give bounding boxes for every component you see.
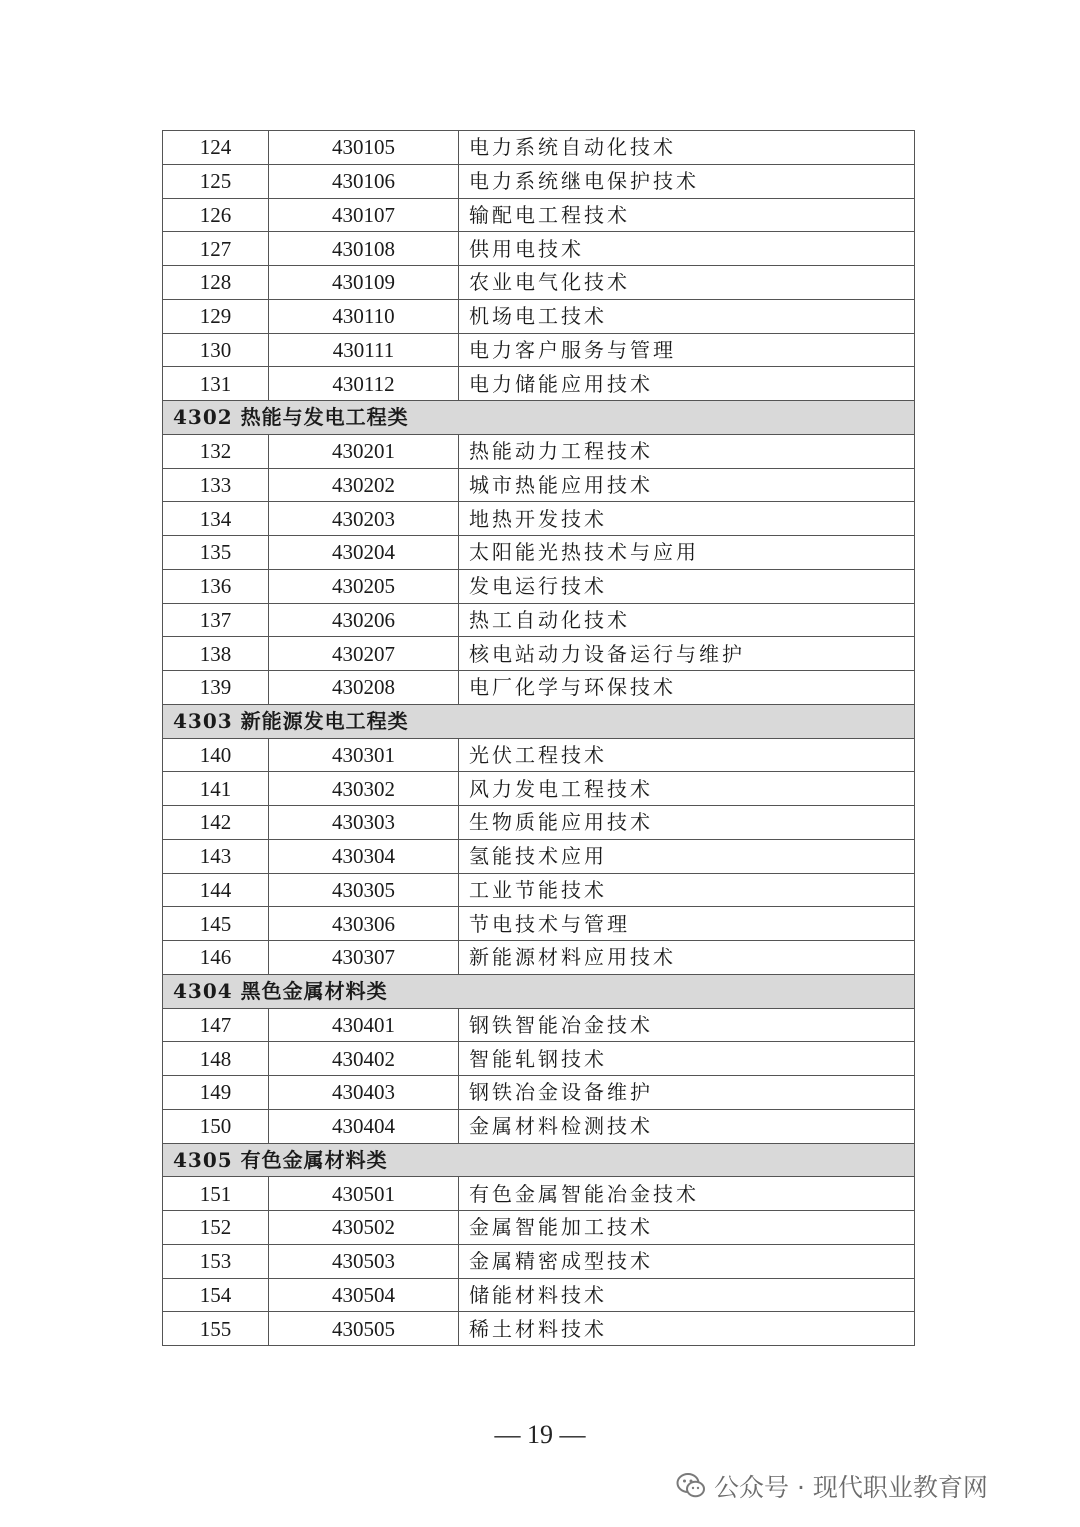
program-code: 430109 <box>269 266 459 300</box>
category-label: 4303 新能源发电工程类 <box>163 704 915 738</box>
program-code: 430105 <box>269 131 459 165</box>
program-code: 430305 <box>269 873 459 907</box>
row-number: 128 <box>163 266 269 300</box>
program-name: 电力系统自动化技术 <box>459 131 915 165</box>
program-name: 光伏工程技术 <box>459 738 915 772</box>
program-code: 430501 <box>269 1177 459 1211</box>
program-name: 储能材料技术 <box>459 1278 915 1312</box>
category-row <box>163 704 915 738</box>
table-row <box>163 333 915 367</box>
table-row <box>163 772 915 806</box>
table-row <box>163 198 915 232</box>
row-number: 146 <box>163 941 269 975</box>
row-number: 138 <box>163 637 269 671</box>
table-row <box>163 468 915 502</box>
program-name: 太阳能光热技术与应用 <box>459 536 915 570</box>
row-number: 148 <box>163 1042 269 1076</box>
program-code: 430204 <box>269 536 459 570</box>
row-number: 141 <box>163 772 269 806</box>
row-number: 139 <box>163 671 269 705</box>
table-row <box>163 232 915 266</box>
program-code: 430302 <box>269 772 459 806</box>
program-code: 430402 <box>269 1042 459 1076</box>
program-name: 供用电技术 <box>459 232 915 266</box>
program-name: 热工自动化技术 <box>459 603 915 637</box>
program-code: 430205 <box>269 569 459 603</box>
program-code: 430203 <box>269 502 459 536</box>
row-number: 154 <box>163 1278 269 1312</box>
program-table-container <box>162 130 914 1346</box>
program-name: 金属精密成型技术 <box>459 1244 915 1278</box>
table-row <box>163 1177 915 1211</box>
program-name: 电力储能应用技术 <box>459 367 915 401</box>
program-name: 新能源材料应用技术 <box>459 941 915 975</box>
program-name: 生物质能应用技术 <box>459 806 915 840</box>
row-number: 134 <box>163 502 269 536</box>
program-code: 430504 <box>269 1278 459 1312</box>
program-table <box>162 130 915 1346</box>
program-name: 风力发电工程技术 <box>459 772 915 806</box>
watermark-text: 公众号 · 现代职业教育网 <box>714 1473 988 1502</box>
program-code: 430107 <box>269 198 459 232</box>
program-name: 稀土材料技术 <box>459 1312 915 1346</box>
program-name: 氢能技术应用 <box>459 839 915 873</box>
table-row <box>163 1244 915 1278</box>
row-number: 151 <box>163 1177 269 1211</box>
table-row <box>163 1042 915 1076</box>
table-row <box>163 637 915 671</box>
program-code: 430301 <box>269 738 459 772</box>
table-row <box>163 1278 915 1312</box>
row-number: 126 <box>163 198 269 232</box>
program-code: 430208 <box>269 671 459 705</box>
table-row <box>163 434 915 468</box>
program-name: 电力系统继电保护技术 <box>459 164 915 198</box>
table-row <box>163 738 915 772</box>
program-code: 430503 <box>269 1244 459 1278</box>
program-name: 电厂化学与环保技术 <box>459 671 915 705</box>
program-name: 钢铁冶金设备维护 <box>459 1076 915 1110</box>
row-number: 140 <box>163 738 269 772</box>
table-row <box>163 907 915 941</box>
watermark <box>676 1468 988 1504</box>
wechat-icon <box>676 1472 706 1500</box>
row-number: 152 <box>163 1211 269 1245</box>
table-row <box>163 299 915 333</box>
program-name: 发电运行技术 <box>459 569 915 603</box>
row-number: 136 <box>163 569 269 603</box>
program-code: 430303 <box>269 806 459 840</box>
program-name: 地热开发技术 <box>459 502 915 536</box>
table-row <box>163 671 915 705</box>
table-row <box>163 603 915 637</box>
table-row <box>163 941 915 975</box>
program-name: 热能动力工程技术 <box>459 434 915 468</box>
program-name: 工业节能技术 <box>459 873 915 907</box>
table-row <box>163 1211 915 1245</box>
row-number: 130 <box>163 333 269 367</box>
program-code: 430108 <box>269 232 459 266</box>
table-row <box>163 266 915 300</box>
program-code: 430110 <box>269 299 459 333</box>
row-number: 149 <box>163 1076 269 1110</box>
table-row <box>163 536 915 570</box>
program-name: 电力客户服务与管理 <box>459 333 915 367</box>
program-code: 430201 <box>269 434 459 468</box>
category-row <box>163 1143 915 1177</box>
table-row <box>163 839 915 873</box>
row-number: 142 <box>163 806 269 840</box>
row-number: 150 <box>163 1109 269 1143</box>
table-row <box>163 1109 915 1143</box>
table-row <box>163 367 915 401</box>
table-row <box>163 164 915 198</box>
category-label: 4305 有色金属材料类 <box>163 1143 915 1177</box>
row-number: 132 <box>163 434 269 468</box>
category-label: 4302 热能与发电工程类 <box>163 401 915 435</box>
row-number: 147 <box>163 1008 269 1042</box>
program-name: 钢铁智能冶金技术 <box>459 1008 915 1042</box>
row-number: 145 <box>163 907 269 941</box>
program-name: 金属智能加工技术 <box>459 1211 915 1245</box>
row-number: 129 <box>163 299 269 333</box>
program-code: 430403 <box>269 1076 459 1110</box>
program-code: 430111 <box>269 333 459 367</box>
category-row <box>163 974 915 1008</box>
table-row <box>163 1312 915 1346</box>
program-name: 节电技术与管理 <box>459 907 915 941</box>
category-row <box>163 401 915 435</box>
program-code: 430112 <box>269 367 459 401</box>
row-number: 125 <box>163 164 269 198</box>
row-number: 137 <box>163 603 269 637</box>
row-number: 131 <box>163 367 269 401</box>
table-row <box>163 569 915 603</box>
category-label: 4304 黑色金属材料类 <box>163 974 915 1008</box>
row-number: 143 <box>163 839 269 873</box>
program-code: 430404 <box>269 1109 459 1143</box>
program-name: 智能轧钢技术 <box>459 1042 915 1076</box>
program-code: 430304 <box>269 839 459 873</box>
program-table-body <box>163 131 915 1346</box>
program-name: 输配电工程技术 <box>459 198 915 232</box>
program-code: 430307 <box>269 941 459 975</box>
program-code: 430202 <box>269 468 459 502</box>
table-row <box>163 131 915 165</box>
program-code: 430206 <box>269 603 459 637</box>
row-number: 153 <box>163 1244 269 1278</box>
program-code: 430401 <box>269 1008 459 1042</box>
row-number: 155 <box>163 1312 269 1346</box>
program-name: 农业电气化技术 <box>459 266 915 300</box>
row-number: 144 <box>163 873 269 907</box>
program-code: 430502 <box>269 1211 459 1245</box>
program-code: 430106 <box>269 164 459 198</box>
table-row <box>163 502 915 536</box>
row-number: 124 <box>163 131 269 165</box>
table-row <box>163 873 915 907</box>
row-number: 135 <box>163 536 269 570</box>
row-number: 133 <box>163 468 269 502</box>
program-name: 金属材料检测技术 <box>459 1109 915 1143</box>
program-name: 核电站动力设备运行与维护 <box>459 637 915 671</box>
row-number: 127 <box>163 232 269 266</box>
program-name: 城市热能应用技术 <box>459 468 915 502</box>
program-code: 430306 <box>269 907 459 941</box>
program-name: 机场电工技术 <box>459 299 915 333</box>
table-row <box>163 806 915 840</box>
table-row <box>163 1008 915 1042</box>
table-row <box>163 1076 915 1110</box>
program-name: 有色金属智能冶金技术 <box>459 1177 915 1211</box>
program-code: 430207 <box>269 637 459 671</box>
page-number: — 19 — <box>494 1420 586 1449</box>
program-code: 430505 <box>269 1312 459 1346</box>
